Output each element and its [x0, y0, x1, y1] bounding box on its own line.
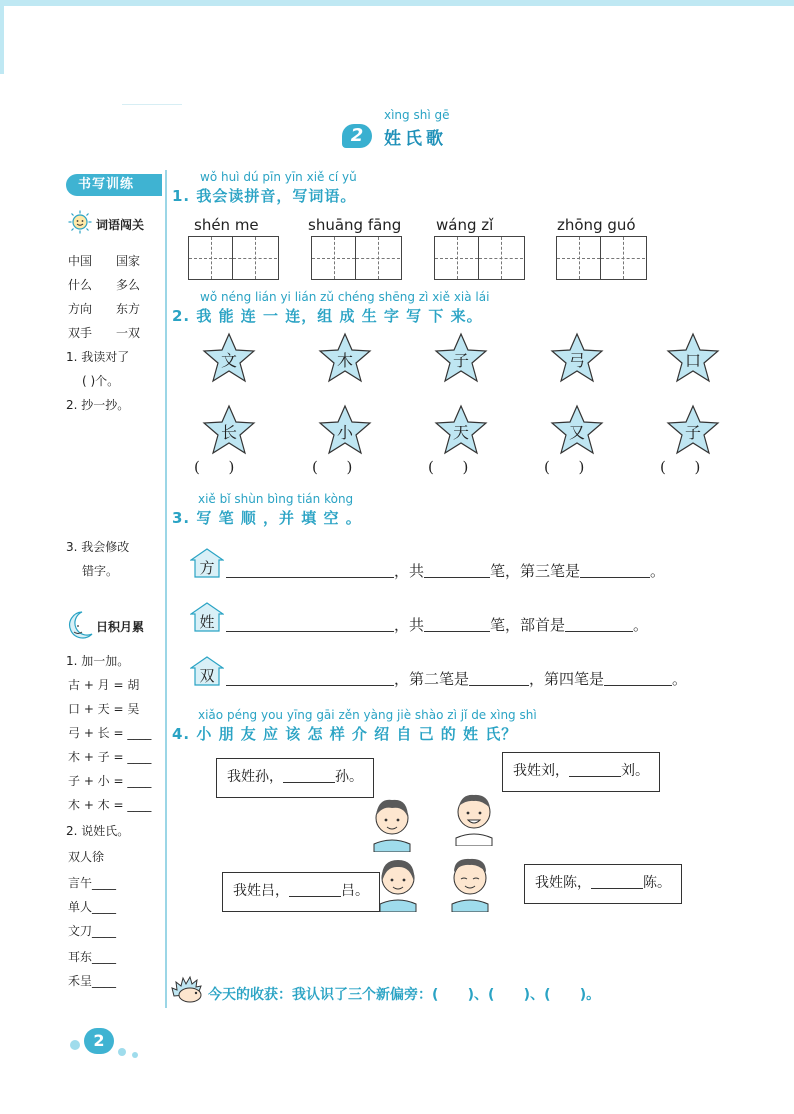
blank[interactable] [569, 761, 621, 777]
add-item: 木 + 木 = ____ [68, 798, 152, 812]
star-char: 长 [220, 423, 237, 442]
house-icon [190, 602, 224, 632]
speech-bubble [502, 752, 660, 792]
sidebar-q2: 2. 抄一抄。 [66, 398, 130, 412]
decorative-line [122, 104, 182, 105]
row-text: ，共 [394, 562, 425, 580]
bubble-text: 吕。 [341, 883, 369, 899]
sidebar-q1-answer: ( )个。 [82, 374, 120, 388]
house-char: 姓 [199, 613, 215, 631]
star-char: 子 [684, 423, 701, 442]
star-char: 弓 [568, 351, 585, 370]
word-pinyin: wáng zǐ [436, 216, 494, 234]
row-text: 。 [633, 616, 649, 634]
blank[interactable] [424, 616, 490, 632]
vocab-word: 东方 [116, 302, 141, 316]
summary-line: 今天的收获：我认识了三个新偏旁：( )、( )、( )。 [208, 987, 601, 1003]
add-item: 古 + 月 = 胡 [68, 678, 140, 692]
blank[interactable] [469, 670, 529, 686]
bubble-text: 我姓孙， [227, 769, 283, 785]
star-bottom[interactable] [666, 404, 720, 456]
bubble-text: 我姓吕， [233, 883, 289, 899]
stroke-row [226, 560, 665, 581]
vocab-word: 多么 [116, 278, 141, 292]
bubble-text: 刘。 [621, 763, 649, 779]
sidebar-q3-b: 错字。 [82, 564, 119, 578]
decor-dot [70, 1040, 80, 1050]
house-char: 方 [199, 559, 215, 577]
blank[interactable] [226, 616, 394, 632]
answer-paren[interactable]: ( ) [428, 458, 469, 476]
star-char: 口 [684, 351, 701, 370]
add-item: 弓 + 长 = ____ [68, 726, 152, 740]
house-icon [190, 656, 224, 686]
star-top[interactable] [550, 332, 604, 384]
star-char: 子 [452, 351, 469, 370]
blank[interactable] [565, 616, 633, 632]
moon-icon [66, 610, 94, 644]
say-item: 言午____ [68, 876, 117, 890]
bubble-text: 我姓陈， [535, 875, 591, 891]
speech-bubble [216, 758, 374, 798]
q2-pinyin: wǒ néng lián yi lián zǔ chéng shēng zì xiě xià lái [200, 290, 490, 304]
star-bottom[interactable] [202, 404, 256, 456]
add-item: 子 + 小 = ____ [68, 774, 152, 788]
vocab-heading: 词语闯关 [96, 218, 145, 232]
answer-paren[interactable]: ( ) [544, 458, 585, 476]
corner-band [0, 6, 4, 74]
blank[interactable] [226, 670, 394, 686]
q1-pinyin: wǒ huì dú pīn yīn xiě cí yǔ [200, 170, 357, 184]
row-text: 笔，第三笔是 [490, 562, 581, 580]
row-text: 。 [672, 670, 688, 688]
add-item: 木 + 子 = ____ [68, 750, 152, 764]
star-top[interactable] [434, 332, 488, 384]
star-bottom[interactable] [318, 404, 372, 456]
page-title: 姓氏歌 [384, 129, 447, 149]
writing-grid[interactable] [556, 236, 647, 280]
star-top[interactable] [202, 332, 256, 384]
star-bottom[interactable] [550, 404, 604, 456]
vocab-word: 什么 [68, 278, 93, 292]
blank[interactable] [591, 873, 643, 889]
decor-dot [118, 1048, 126, 1056]
speech-bubble [524, 864, 682, 904]
q3-heading: 3. 写 笔 顺 ，并 填 空 。 [172, 509, 362, 527]
writing-grid[interactable] [311, 236, 402, 280]
house-icon [190, 548, 224, 578]
row-text: 笔，部首是 [490, 616, 566, 634]
vocab-word: 双手 [68, 326, 93, 340]
word-pinyin: zhōng guó [557, 216, 636, 234]
q1-heading: 1. 我会读拼音，写词语。 [172, 187, 357, 205]
lesson-number-badge: 2 [342, 124, 372, 148]
star-top[interactable] [318, 332, 372, 384]
row-text: ，第二笔是 [394, 670, 470, 688]
say-item: 文刀____ [68, 924, 117, 938]
sidebar-q3: 3. 我会修改 [66, 540, 130, 554]
sidebar-divider [165, 170, 167, 1008]
answer-paren[interactable]: ( ) [312, 458, 353, 476]
blank[interactable] [289, 881, 341, 897]
star-char: 又 [568, 423, 585, 442]
q3-pinyin: xiě bǐ shùn bìng tián kòng [198, 492, 354, 506]
bubble-text: 孙。 [335, 769, 363, 785]
vocab-word: 中国 [68, 254, 93, 268]
q2-heading: 2. 我 能 连 一 连，组 成 生 字 写 下 来。 [172, 307, 483, 325]
star-bottom[interactable] [434, 404, 488, 456]
sun-icon [68, 210, 92, 234]
writing-grid[interactable] [434, 236, 525, 280]
vocab-word: 一双 [116, 326, 141, 340]
sidebar-tag: 书写训练 [66, 174, 162, 196]
hedgehog-icon [170, 972, 206, 1004]
star-char: 小 [336, 423, 353, 442]
q4-pinyin: xiǎo péng you yīng gāi zěn yàng jiè shào zì jǐ de xìng shì [198, 708, 537, 722]
writing-grid[interactable] [188, 236, 279, 280]
say-item: 耳东____ [68, 950, 117, 964]
vocab-word: 国家 [116, 254, 141, 268]
blank[interactable] [226, 562, 394, 578]
say-item: 单人____ [68, 900, 117, 914]
add-heading: 1. 加一加。 [66, 654, 130, 668]
title-pinyin: xìng shì gē [384, 108, 450, 122]
word-pinyin: shuāng fāng [308, 216, 402, 234]
child-avatar [450, 786, 498, 846]
star-char: 木 [336, 351, 353, 370]
bubble-text: 陈。 [643, 875, 671, 891]
decor-dot [132, 1052, 138, 1058]
add-item: 口 + 天 = 吴 [68, 702, 140, 716]
star-top[interactable] [666, 332, 720, 384]
row-text: ，共 [394, 616, 425, 634]
blank[interactable] [283, 767, 335, 783]
star-char: 文 [220, 351, 237, 370]
top-band [0, 0, 794, 6]
blank[interactable] [604, 670, 672, 686]
star-char: 天 [452, 423, 469, 442]
house-char: 双 [199, 667, 215, 685]
q4-heading: 4. 小 朋 友 应 该 怎 样 介 绍 自 己 的 姓 氏？ [172, 725, 518, 743]
answer-paren[interactable]: ( ) [194, 458, 235, 476]
blank[interactable] [424, 562, 490, 578]
row-text: 。 [650, 562, 666, 580]
say-heading: 2. 说姓氏。 [66, 824, 130, 838]
page-number: 2 [84, 1028, 114, 1054]
bubble-text: 我姓刘， [513, 763, 569, 779]
daily-heading: 日积月累 [96, 620, 145, 634]
word-pinyin: shén me [194, 216, 259, 234]
stroke-row [226, 614, 648, 635]
sidebar-q1: 1. 我读对了 [66, 350, 130, 364]
say-item: 禾呈____ [68, 974, 117, 988]
blank[interactable] [580, 562, 650, 578]
stroke-row [226, 668, 687, 689]
child-avatar [368, 792, 416, 852]
speech-bubble [222, 872, 380, 912]
answer-paren[interactable]: ( ) [660, 458, 701, 476]
row-text: ，第四笔是 [529, 670, 605, 688]
say-item: 双人徐 [68, 850, 105, 864]
child-avatar [374, 852, 422, 912]
vocab-word: 方向 [68, 302, 93, 316]
child-avatar [446, 852, 494, 912]
